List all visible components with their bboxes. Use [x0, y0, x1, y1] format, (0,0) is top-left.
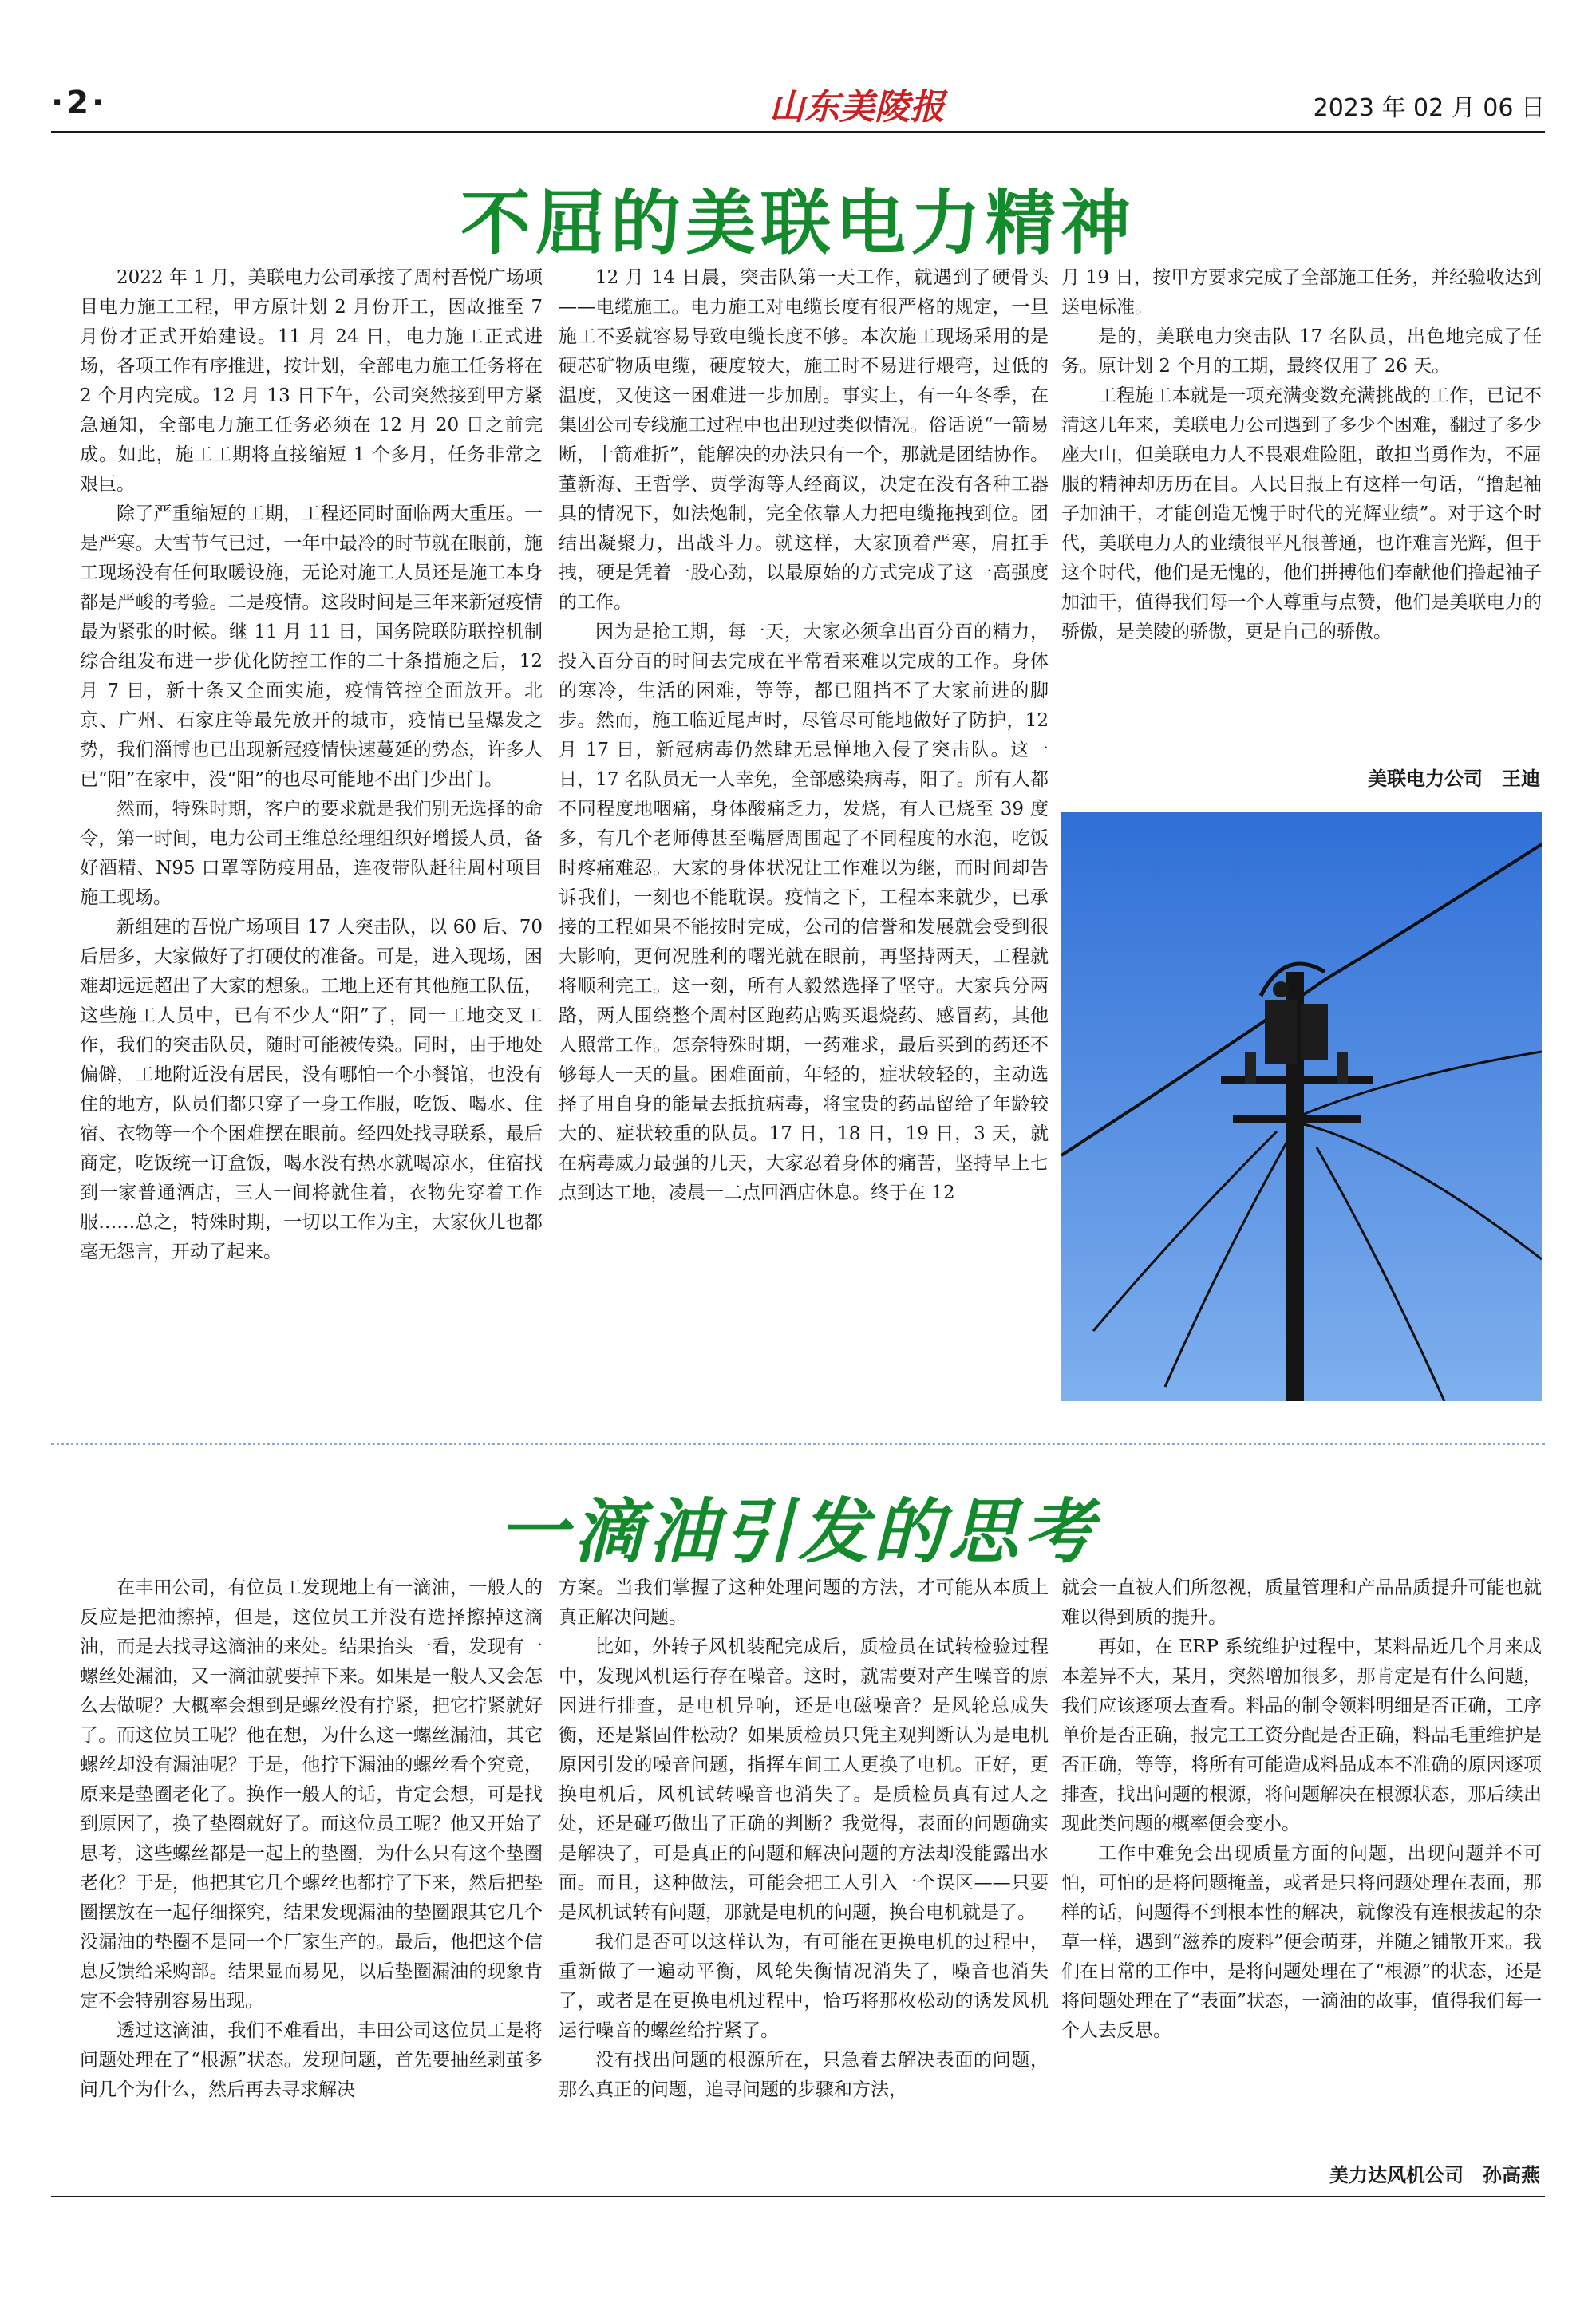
- newspaper-masthead: 山东美陵报: [769, 87, 945, 128]
- paragraph: 比如，外转子风机装配完成后，质检员在试转检验过程中，发现风机运行存在噪音。这时，就需要对产生噪音的原因进行排查，是电机异响，还是电磁噪音？是风轮总成失衡，还是紧固件松动？如果质检员只凭主观判断认为是电机原因引发的噪音问题，指挥车间工人更换了电机。正好，更换电机后，风机试转噪音也消失了。是质检员真有过人之处，还是碰巧做出了正确的判断？我觉得，表面的问题确实是解决了，可是真正的问题和解决问题的方法却没能露出水面。而且，这种做法，可能会把工人引入一个误区——只要是风机试转有问题，那就是电机的问题，换台电机就是了。: [559, 1637, 1049, 1923]
- article1-column-3: [1061, 263, 1542, 647]
- paragraph: 再如，在 ERP 系统维护过程中，某料品近几个月来成本差异不大，某月，突然增加很多，那肯定是有什么问题，我们应该逐项去查看。料品的制令领料明细是否正确，工序单价是否正确，报完工工资分配是否正确，料品毛重维护是否正确，等等，将所有可能造成料品成本不准确的原因逐项排查，找出问题的根源，将问题解决在根源状态，那后续出现此类问题的概率便会变小。: [1061, 1637, 1542, 1834]
- paragraph: 新组建的吾悦广场项目 17 人突击队，以 60 后、70 后居多，大家做好了打硬仗的准备。可是，进入现场，困难却远远超出了大家的想象。工地上还有其他施工队伍，这些施工人员中，已有不少人“阳”了，同一工地交叉工作，我们的突击队员，随时可能被传染。同时，由于地处偏僻，工地附近没有居民，没有哪怕一个小餐馆，也没有住的地方，队员们都只穿了一身工作服，吃饭、喝水、住宿、衣物等一个个困难摆在眼前。经四处找寻联系，最后商定，吃饭统一订盒饭，喝水没有热水就喝凉水，住宿找到一家普通酒店，三人一间将就住着，衣物先穿着工作服……总之，特殊时期，一切以工作为主，大家伙儿也都毫无怨言，开动了起来。: [80, 917, 543, 1262]
- issue-date: 2023 年 02 月 06 日: [1313, 94, 1545, 122]
- power-pole-photo: [1061, 812, 1542, 1401]
- paragraph: 没有找出问题的根源所在，只急着去解决表面的问题，那么真正的问题，追寻问题的步骤和方法，: [559, 2050, 1049, 2100]
- article2-column-1: [80, 1573, 543, 2105]
- paragraph: 2022 年 1 月，美联电力公司承接了周村吾悦广场项目电力施工工程，甲方原计划 2 月份开工，因故推至 7 月份才正式开始建设。11 月 24 日，电力施工正式进场，各项工作有序推进，按计划，全部电力施工任务将在 2 个月内完成。12 月 13 日下午，公司突然接到甲方紧急通知，全部电力施工任务必须在 12 月 20 日之前完成。如此，施工工期将直接缩短 1 个多月，任务非常之艰巨。: [80, 267, 543, 495]
- paragraph: 工程施工本就是一项充满变数充满挑战的工作，已记不清这几年来，美联电力公司遇到了多少个困难，翻过了多少座大山，但美联电力人不畏艰难险阻，敢担当勇作为，不屈服的精神却历历在目。人民日报上有这样一句话，“撸起袖子加油干，才能创造无愧于时代的光辉业绩”。对于这个时代，美联电力人的业绩很平凡很普通，也许难言光辉，但于这个时代，他们是无愧的，他们拼搏他们奉献他们撸起袖子加油干，值得我们每一个人尊重与点赞，他们是美联电力的骄傲，是美陵的骄傲，更是自己的骄傲。: [1061, 385, 1542, 642]
- footer-rule: [51, 2196, 1545, 2197]
- paragraph: 月 19 日，按甲方要求完成了全部施工任务，并经验收达到送电标准。: [1061, 267, 1542, 318]
- article2-byline: 美力达风机公司 孙高燕: [1329, 2164, 1540, 2186]
- paragraph: 我们是否可以这样认为，有可能在更换电机的过程中，重新做了一遍动平衡，风轮失衡情况消失了，噪音也消失了，或者是在更换电机过程中，恰巧将那枚松动的诱发风机运行噪音的螺丝给拧紧了。: [559, 1932, 1049, 2041]
- paragraph: 因为是抢工期，每一天，大家必须拿出百分百的精力，投入百分百的时间去完成在平常看来难以完成的工作。身体的寒冷，生活的困难，等等，都已阻挡不了大家前进的脚步。然而，施工临近尾声时，尽管尽可能地做好了防护，12 月 17 日，新冠病毒仍然肆无忌惮地入侵了突击队。这一日，17 名队员无一人幸免，全部感染病毒，阳了。所有人都不同程度地咽痛，身体酸痛乏力，发烧，有人已烧至 39 度多，有几个老师傅甚至嘴唇周围起了不同程度的水泡，吃饭时疼痛难忍。大家的身体状况让工作难以为继，而时间却告诉我们，一刻也不能耽误。疫情之下，工程本来就少，已承接的工程如果不能按时完成，公司的信誉和发展就会受到很大影响，更何况胜利的曙光就在眼前，再坚持两天，工程就将顺利完工。这一刻，所有人毅然选择了坚守。大家兵分两路，两人围绕整个周村区跑药店购买退烧药、感冒药，其他人照常工作。怎奈特殊时期，一药难求，最后买到的药还不够每人一天的量。困难面前，年轻的，症状较轻的，主动选择了用自身的能量去抵抗病毒，将宝贵的药品留给了年龄较大的、症状较重的队员。17 日，18 日，19 日，3 天，就在病毒威力最强的几天，大家忍着身体的痛苦，坚持早上七点到达工地，凌晨一二点回酒店休息。终于在 12: [559, 622, 1049, 1203]
- paragraph: 12 月 14 日晨，突击队第一天工作，就遇到了硬骨头——电缆施工。电力施工对电缆长度有很严格的规定，一旦施工不妥就容易导致电缆长度不够。本次施工现场采用的是硬芯矿物质电缆，硬度较大，施工时不易进行煨弯，过低的温度，又使这一困难进一步加剧。事实上，有一年冬季，在集团公司专线施工过程中也出现过类似情况。俗话说“一箭易断，十箭难折”，能解决的办法只有一个，那就是团结协作。董新海、王哲学、贾学海等人经商议，决定在没有各种工器具的情况下，如法炮制，完全依靠人力把电缆拖拽到位。团结出凝聚力，出战斗力。就这样，大家顶着严寒，肩扛手拽，硬是凭着一股心劲，以最原始的方式完成了这一高强度的工作。: [559, 267, 1049, 613]
- paragraph: 透过这滴油，我们不难看出，丰田公司这位员工是将问题处理在了“根源”状态。发现问题，首先要抽丝剥茧多问几个为什么，然后再去寻求解决: [80, 2020, 543, 2100]
- article2-title: 一滴油引发的思考: [497, 1491, 1098, 1573]
- paragraph: 就会一直被人们所忽视，质量管理和产品品质提升可能也就难以得到质的提升。: [1061, 1577, 1542, 1628]
- article1-byline: 美联电力公司 王迪: [1368, 768, 1540, 790]
- article1-column-1: [80, 263, 543, 1267]
- section-divider: [51, 1443, 1545, 1445]
- article2-column-3: [1061, 1573, 1542, 2046]
- paragraph: 然而，特殊时期，客户的要求就是我们别无选择的命令，第一时间，电力公司王维总经理组织好增援人员，备好酒精、N95 口罩等防疫用品，连夜带队赶往周村项目施工现场。: [80, 799, 543, 908]
- paragraph: 是的，美联电力突击队 17 名队员，出色地完成了任务。原计划 2 个月的工期，最终仅用了 26 天。: [1061, 326, 1542, 377]
- article2-column-2: [559, 1573, 1049, 2105]
- article1-column-2: [559, 263, 1049, 1208]
- paragraph: 方案。当我们掌握了这种处理问题的方法，才可能从本质上真正解决问题。: [559, 1577, 1049, 1628]
- article1-title: 不屈的美联电力精神: [460, 182, 1136, 264]
- paragraph: 除了严重缩短的工期，工程还同时面临两大重压。一是严寒。大雪节气已过，一年中最冷的时节就在眼前，施工现场没有任何取暖设施，无论对施工人员还是施工本身都是严峻的考验。二是疫情。这段时间是三年来新冠疫情最为紧张的时候。继 11 月 11 日，国务院联防联控机制综合组发布进一步优化防控工作的二十条措施之后，12 月 7 日，新十条又全面实施，疫情管控全面放开。北京、广州、石家庄等最先放开的城市，疫情已呈爆发之势，我们淄博也已出现新冠疫情快速蔓延的势态，许多人已“阳”在家中，没“阳”的也尽可能地不出门少出门。: [80, 503, 543, 790]
- paragraph: 工作中难免会出现质量方面的问题，出现问题并不可怕，可怕的是将问题掩盖，或者是只将问题处理在表面，那样的话，问题得不到根本性的解决，就像没有连根拔起的杂草一样，遇到“滋养的废料”便会萌芽，并随之铺散开来。我们在日常的工作中，是将问题处理在了“根源”的状态，还是将问题处理在了“表面”状态，一滴油的故事，值得我们每一个人去反思。: [1061, 1843, 1542, 2041]
- header-rule: [51, 131, 1545, 133]
- page-number: ·2·: [51, 85, 108, 121]
- page-header: [51, 83, 1545, 128]
- paragraph: 在丰田公司，有位员工发现地上有一滴油，一般人的反应是把油擦掉，但是，这位员工并没有选择擦掉这滴油，而是去找寻这滴油的来处。结果抬头一看，发现有一螺丝处漏油，又一滴油就要掉下来。如果是一般人又会怎么去做呢？大概率会想到是螺丝没有拧紧，把它拧紧就好了。而这位员工呢？他在想，为什么这一螺丝漏油，其它螺丝却没有漏油呢？于是，他拧下漏油的螺丝看个究竟，原来是垫圈老化了。换作一般人的话，肯定会想，可是找到原因了，换了垫圈就好了。而这位员工呢？他又开始了思考，这些螺丝都是一起上的垫圈，为什么只有这个垫圈老化？于是，他把其它几个螺丝也都拧了下来，然后把垫圈摆放在一起仔细探究，结果发现漏油的垫圈跟其它几个没漏油的垫圈不是同一个厂家生产的。最后，他把这个信息反馈给采购部。结果显而易见，以后垫圈漏油的现象肯定不会特别容易出现。: [80, 1577, 543, 2012]
